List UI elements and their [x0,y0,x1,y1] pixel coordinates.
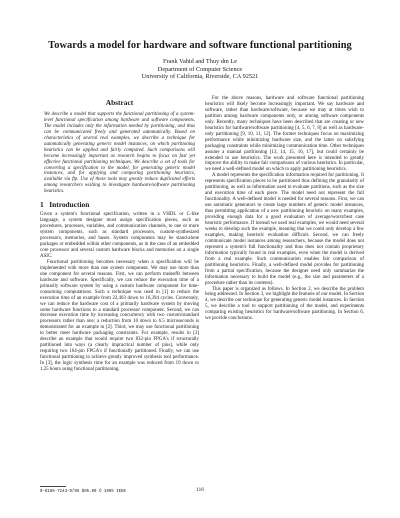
section-title: Introduction [49,200,90,210]
body-paragraph: Functional partitioning becomes necessary when a specification will be implemented with more than one system component. We may use more than one component for several reasons. First, we can perform tradeoffs between hardware and software. Specifically, we can reduce the execution time of a primarily software system by using a custom hardware component for time-consuming computations. Such a technique was used in [1] to reduce the execution time of an example from 22,403 down to 16,394 cycles. Conversely, we can reduce the hardware cost of a primarily hardware system by moving some hardware functions to a standard processor component. Second, we can decrease execution time by increasing concurrency with two custom/standard processors rather than one; a reduction from 10 down to 6.5 microseconds is demonstrated for an example in [2]. Third, we may use functional partitioning to better meet hardware packaging constraints. For example, results in [3] describe an example that would require two 832-pin FPGA's if structurally partitioned into ways (a clearly impractical number of pins), while only requiring two 164-pin FPGA's if functionally partitioned. Finally, we can use functional partitioning to achieve greatly improved synthesis tool performance. In [3], the logic synthesis time for an example was reduced from 19 down to 1.25 hours using functional partitioning. [40,259,199,373]
section-number: 1 [40,200,44,210]
body-paragraph: For the above reasons, hardware and software functional partitioning heuristics will likely become increasingly important. We say hardware and software, rather than hardware/software, because we may at times wish to partition among hardware components only, or among software components only. Recently, many techniques have been described that are creating or new heuristics for hardware/software partitioning [4, 5, 6, 7, 8] as well as hardware-only partitioning [9, 10, 11, 12]. The former techniques focus on maximizing performance while minimizing hardware size, and the latter on satisfying packaging constraints while minimizing communication time. Other techniques assume a manual partitioning [13, 14, 15, 16, 17], but could certainly be extended to use heuristics. The work presented here is intended to greatly improve the ability to make fair comparisons of various heuristics. In particular, we need a well-defined model on which to apply partitioning heuristics. [205,96,364,173]
abstract-heading: Abstract [105,98,134,107]
author-department: Department of Computer Science [157,65,243,73]
body-paragraph: A model represents the specification information required for partitioning. It represents specification pieces to be partitioned thus defining the granularity of partitioning, as well as information used to evaluate partitions, such as the size and execution time of each piece. The model need not represent the full functionality. A well-defined model is needed for several reasons. First, we can use automatic generators to create large numbers of generic model instances, thus permitting application of a new partitioning heuristic on many examples, providing enough data for a good evaluation of average/worst/best case heuristic performance. If instead we used real examples, we would need several weeks to develop such the example, meaning that we could only develop a few examples, making heuristic evaluation difficult. Second, we can freely communicate model instances among researchers, because the model does not represent a system's full functionality and thus does not contain proprietary information typically found in real examples, even when the model is derived from a real example. Such communication enables fair comparison of partitioning heuristics. Finally, a well-defined model provides for partitioning from a partial specification, because the designer need only summarize the information necessary to build the model (e.g., the size and parameters of a procedure rather than its contents). [205,173,364,286]
body-paragraph: Given a system's functional specification, written in a VHDL or C-like language, a system designer must assign specification pieces, such as procedures, processes, variables, and communication channels, to one or more system components, such as standard processors, custom-synthesized processors, memories, and buses. System components may be stand-alone packages or embedded within other components, as in the case of an embedded core processor and several custom hardware blocks and memories on a single ASIC. [40,212,199,259]
author-block [0,58,400,81]
author-names: Frank Vahid and Thuy dm Le [162,58,238,65]
right-column [205,96,364,322]
body-paragraph: This paper is organized as follows. In Section 2, we describe the problem being addressed. In Section 3, we highlight the features of our model. In Section 4, we describe our technique for generating generic model instances. In Section 5, we describe a tool to support partitioning of the model, and experiments comparing existing heuristics for hardware/software partitioning. In Section 6, we provide conclusions. [205,286,364,322]
page-number: 116 [195,487,205,493]
left-column [40,98,199,373]
paper-title: Towards a model for hardware and software functional partitioning [48,40,352,51]
section-heading [40,200,199,209]
abstract-text: We describe a model that supports the functional partitioning of a system-level functional specification among hardware and software components. The model includes only the information needed by partitioning, and thus can be communicated freely and generated automatically. Based on characteristics of several real examples, we describe a technique for automatically generating generic model instances, on which partitioning heuristics can be applied and fairly compared. Such comparisons will become increasingly important as research begins to focus on fast yet effective functional partitioning techniques. We describe a set of tools for converting a specification to the model, for generating generic model instances, and for applying and comparing partitioning heuristics, available via ftp. Use of these tools may greatly reduce duplicated efforts among researchers wishing to investigate hardware/software partitioning heuristics. [44,111,195,195]
copyright-notice: 0-8186-7243-9/95 $05.00 © 1995 IEEE [40,490,126,494]
author-affiliation: University of California, Riverside, CA 92521 [141,73,259,81]
